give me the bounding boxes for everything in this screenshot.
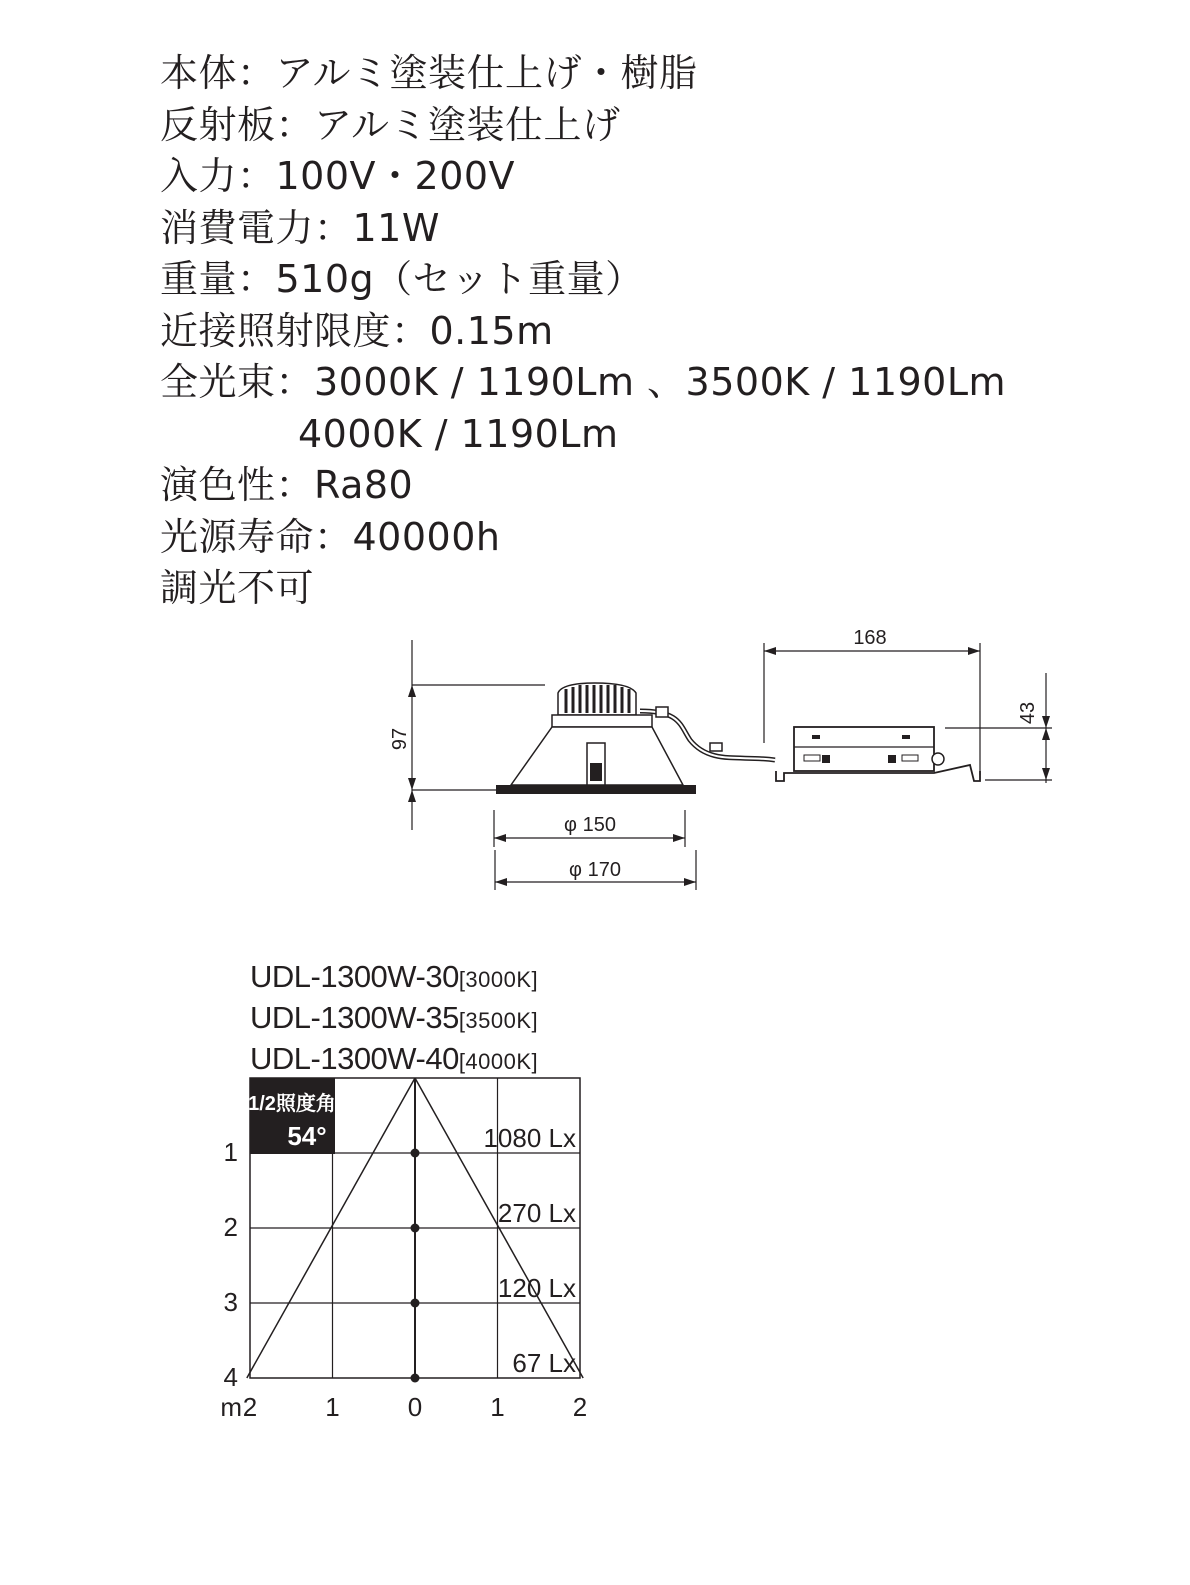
dim-diameter-inner-label: φ 150 bbox=[564, 814, 616, 836]
model-row bbox=[250, 999, 538, 1040]
model-code: UDL-1300W-30 bbox=[250, 959, 459, 994]
y-tick-label: 2 bbox=[223, 1212, 238, 1242]
distance-point bbox=[411, 1149, 420, 1158]
half-angle-value: 54° bbox=[287, 1121, 327, 1151]
dim-height-box-label: 43 bbox=[1017, 701, 1039, 725]
illuminance-chart bbox=[195, 1068, 595, 1428]
spec-cri: 演色性：Ra80 bbox=[160, 463, 414, 507]
spec-body-material: 本体：アルミ塗装仕上げ・樹脂 bbox=[160, 51, 698, 95]
x-tick-label: 1 bbox=[490, 1392, 505, 1422]
distance-point bbox=[411, 1374, 420, 1383]
spec-reflector: 反射板：アルミ塗装仕上げ bbox=[160, 102, 621, 147]
spec-power: 消費電力：11W bbox=[160, 205, 440, 250]
lux-label: 120 Lx bbox=[497, 1273, 576, 1303]
spec-dimming: 調光不可 bbox=[160, 566, 315, 610]
distance-point bbox=[411, 1299, 420, 1308]
model-color-temp: [3500K] bbox=[458, 1008, 539, 1033]
spec-weight: 重量：510g（セット重量） bbox=[160, 257, 644, 301]
dim-height-total-label: 97 bbox=[389, 727, 411, 751]
model-row bbox=[250, 958, 538, 999]
model-list bbox=[250, 958, 538, 1081]
dim-width-label: 168 bbox=[853, 627, 887, 649]
distance-point bbox=[411, 1224, 420, 1233]
lux-label: 1080 Lx bbox=[483, 1123, 576, 1153]
spec-min-distance: 近接照射限度：0.15m bbox=[160, 308, 554, 353]
spec-lifetime: 光源寿命：40000h bbox=[160, 514, 501, 559]
lux-label: 270 Lx bbox=[497, 1198, 576, 1228]
dimension-drawing bbox=[380, 615, 1060, 900]
model-color-temp: [4000K] bbox=[458, 1049, 539, 1074]
y-tick-label: 1 bbox=[223, 1137, 238, 1167]
model-color-temp: [3000K] bbox=[458, 967, 539, 992]
fixture-side-view bbox=[496, 683, 980, 794]
x-unit-label: m bbox=[220, 1392, 242, 1422]
half-angle-label: 1/2照度角 bbox=[248, 1093, 336, 1115]
x-tick-label: 2 bbox=[242, 1392, 258, 1422]
model-code: UDL-1300W-40 bbox=[250, 1041, 459, 1076]
y-tick-label: 4 bbox=[223, 1362, 238, 1392]
dim-diameter-outer-label: φ 170 bbox=[569, 859, 621, 881]
spec-input: 入力：100V・200V bbox=[160, 154, 516, 198]
spec-luminous-flux: 全光束：3000K / 1190Lm 、3500K / 1190Lm bbox=[160, 360, 1007, 404]
lux-label: 67 Lx bbox=[512, 1348, 576, 1378]
y-tick-label: 3 bbox=[223, 1287, 238, 1317]
spec-luminous-flux-cont: 4000K / 1190Lm bbox=[298, 411, 619, 456]
model-code: UDL-1300W-35 bbox=[250, 1000, 459, 1035]
x-tick-label: 0 bbox=[407, 1392, 423, 1422]
x-tick-label: 2 bbox=[572, 1392, 588, 1422]
x-tick-label: 1 bbox=[325, 1392, 340, 1422]
spec-list bbox=[160, 48, 1006, 615]
